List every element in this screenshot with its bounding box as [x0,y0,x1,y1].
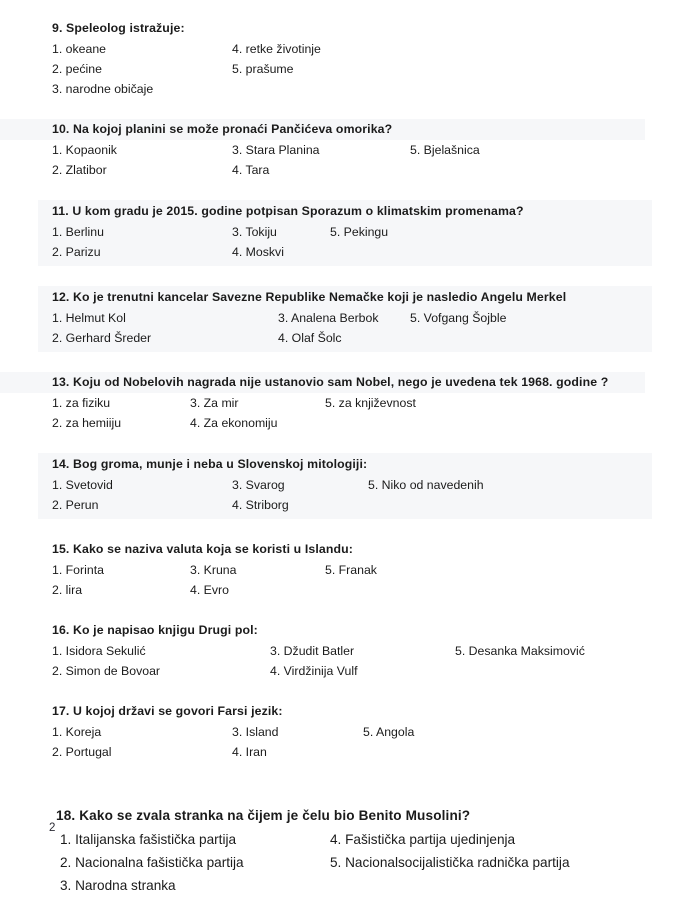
option-item[interactable]: 4. Olaf Šolc [278,331,342,345]
option-item[interactable]: 5. Niko od navedenih [368,478,484,492]
questions-container [0,18,700,897]
option-item[interactable]: 5. Angola [363,725,415,739]
option-row [38,242,652,262]
question-block [0,119,700,180]
option-item[interactable]: 2. Perun [52,498,99,512]
option-item[interactable]: 5. Pekingu [330,225,389,239]
question-gap [0,180,700,200]
option-row [0,560,700,580]
question-title: 10. Na kojoj planini se može pronaći Pančićeva omorika? [0,119,645,140]
question-block [0,372,700,433]
option-item[interactable]: 2. Gerhard Šreder [52,331,152,345]
option-item[interactable]: 1. okeane [52,42,107,56]
question-block [0,620,700,681]
option-row [0,661,700,681]
option-row [38,222,652,242]
question-gap [0,600,700,620]
option-item[interactable]: 2. Simon de Bovoar [52,664,161,678]
option-item[interactable]: 4. retke životinje [232,42,321,56]
question-title: 9. Speleolog istražuje: [52,21,185,35]
option-row [38,308,652,328]
option-row [0,828,700,851]
question-gap [0,433,700,453]
option-item[interactable]: 2. pećine [52,62,102,76]
option-row [38,495,652,515]
option-item[interactable]: 4. Tara [232,163,270,177]
option-row [0,413,700,433]
option-row [0,722,700,742]
question-gap [0,519,700,539]
option-row [0,851,700,874]
question-title: 11. U kom gradu je 2015. godine potpisan Sporazum o klimatskim promenama? [52,204,524,218]
option-item[interactable]: 5. Nacionalsocijalistička radnička partija [330,855,570,870]
option-item[interactable]: 4. Striborg [232,498,289,512]
option-item[interactable]: 3. Tokiju [232,225,277,239]
question-title: 15. Kako se naziva valuta koja se koristi u Islandu: [52,542,353,556]
option-item[interactable]: 5. Vofgang Šojble [410,311,507,325]
question-block [38,286,652,352]
option-item[interactable]: 2. lira [52,583,83,597]
question-block [0,539,700,600]
option-row [0,79,700,99]
option-item[interactable]: 1. Svetovid [52,478,113,492]
option-item[interactable]: 1. Koreja [52,725,102,739]
question-title: 12. Ko je trenutni kancelar Savezne Republike Nemačke koji je nasledio Angelu Merkel [52,290,567,304]
option-item[interactable]: 2. Portugal [52,745,112,759]
option-item[interactable]: 3. Stara Planina [232,143,320,157]
option-row [0,874,700,897]
option-item[interactable]: 3. Island [232,725,279,739]
option-item[interactable]: 1. Kopaonik [52,143,117,157]
option-item[interactable]: 2. za hemiiju [52,416,122,430]
option-row [0,140,700,160]
option-item[interactable]: 3. Svarog [232,478,285,492]
option-item[interactable]: 3. Narodna stranka [60,878,176,893]
option-item[interactable]: 5. prašume [232,62,294,76]
option-item[interactable]: 4. Iran [232,745,267,759]
option-item[interactable]: 3. Analena Berbok [278,311,379,325]
option-item[interactable]: 4. Za ekonomiju [190,416,278,430]
question-title: 13. Koju od Nobelovih nagrada nije ustanovio sam Nobel, nego je uvedena tek 1968. godine ? [0,372,645,393]
question-block [0,804,700,897]
question-gap [0,681,700,701]
option-item[interactable]: 5. Bjelašnica [410,143,480,157]
question-title: 18. Kako se zvala stranka na čijem je čelu bio Benito Musolini? [56,808,471,823]
option-item[interactable]: 3. narodne običaje [52,82,154,96]
option-item[interactable]: 3. Kruna [190,563,237,577]
question-gap [0,99,700,119]
option-row [0,393,700,413]
option-row [38,328,652,348]
option-item[interactable]: 2. Parizu [52,245,101,259]
page-number: 2 [49,822,56,834]
option-item[interactable]: 5. za književnost [325,396,416,410]
question-block [38,453,652,519]
question-block [0,701,700,762]
question-gap [0,352,700,372]
option-item[interactable]: 4. Virdžinija Vulf [270,664,358,678]
option-item[interactable]: 1. Isidora Sekulić [52,644,146,658]
question-title: 16. Ko je napisao knjigu Drugi pol: [52,623,258,637]
question-block [0,18,700,99]
option-item[interactable]: 4. Moskvi [232,245,284,259]
option-item[interactable]: 1. Italijanska fašistička partija [60,832,237,847]
option-row [0,580,700,600]
option-item[interactable]: 1. Berlinu [52,225,104,239]
option-row [0,59,700,79]
option-item[interactable]: 5. Franak [325,563,377,577]
question-title: 14. Bog groma, munje i neba u Slovenskoj mitologiji: [52,457,368,471]
question-block [38,200,652,266]
option-row [0,641,700,661]
option-row [0,160,700,180]
option-item[interactable]: 4. Evro [190,583,229,597]
option-item[interactable]: 1. Helmut Kol [52,311,126,325]
option-row [38,475,652,495]
question-gap [0,266,700,286]
option-item[interactable]: 1. za fiziku [52,396,111,410]
top-margin [0,0,700,18]
question-gap [0,762,700,804]
option-item[interactable]: 4. Fašistička partija ujedinjenja [330,832,516,847]
option-item[interactable]: 2. Zlatibor [52,163,107,177]
option-item[interactable]: 3. Za mir [190,396,239,410]
option-item[interactable]: 2. Nacionalna fašistička partija [60,855,244,870]
option-item[interactable]: 3. Džudit Batler [270,644,355,658]
option-item[interactable]: 5. Desanka Maksimović [455,644,585,658]
question-title: 17. U kojoj državi se govori Farsi jezik: [52,704,283,718]
option-row [0,742,700,762]
option-row [0,39,700,59]
option-item[interactable]: 1. Forinta [52,563,104,577]
